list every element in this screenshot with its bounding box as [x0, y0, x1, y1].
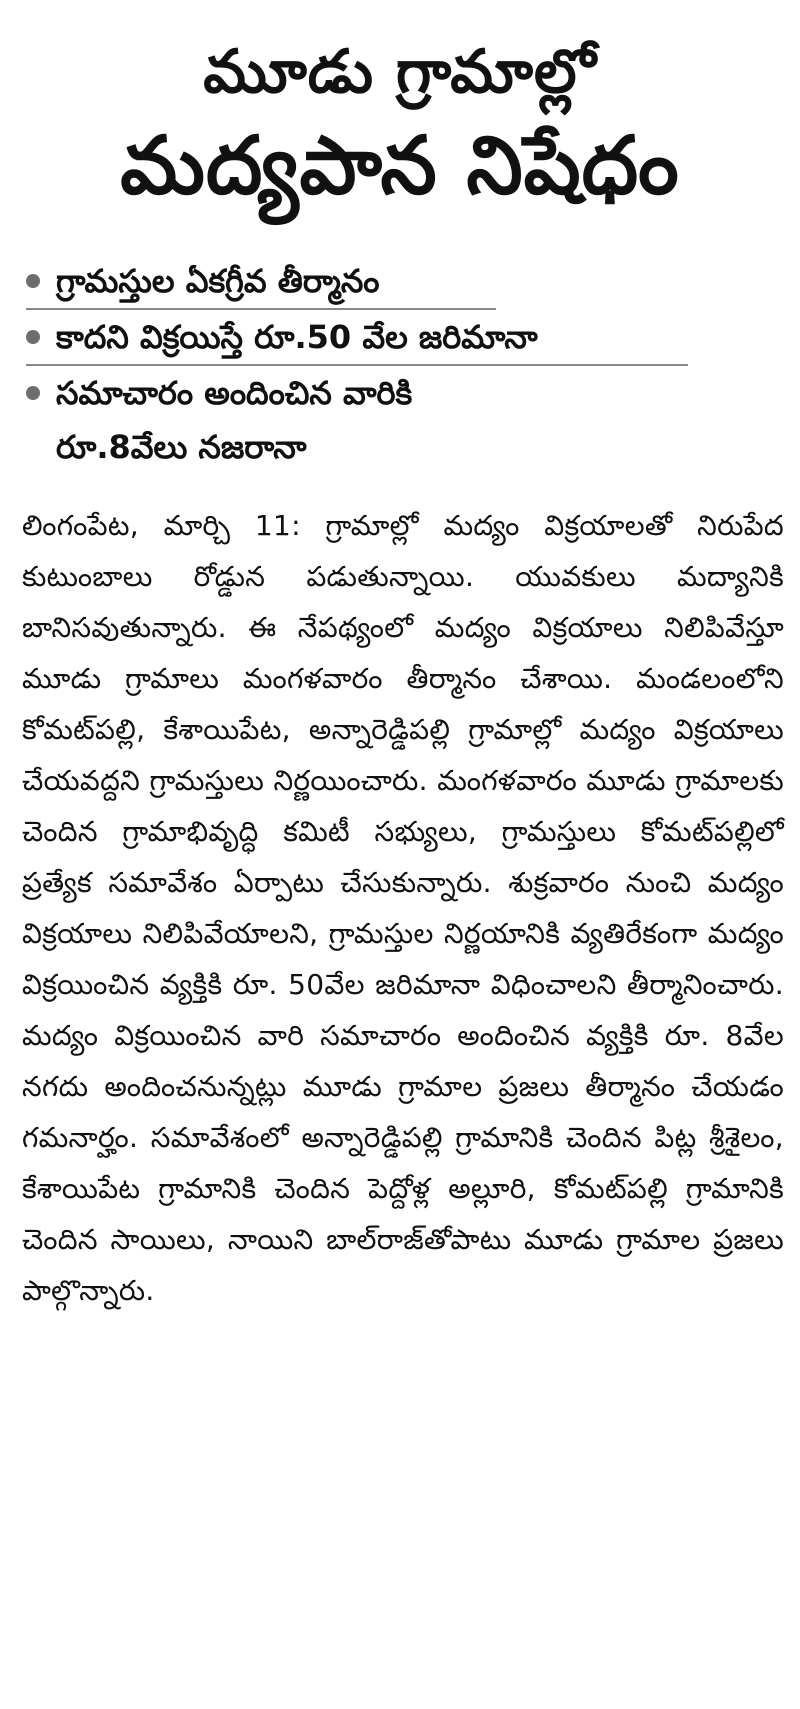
bullet-icon: [26, 274, 40, 288]
article-paragraph: లింగంపేట, మార్చి 11: గ్రామాల్లో మద్యం విక్రయాలతో నిరుపేద కుటుంబాలు రోడ్డున పడుతున్నాయి. యువకులు మద్యానికి బానిసవుతున్నారు. ఈ నేపథ్యంలో మద్యం విక్రయాలు నిలిపివేస్తూ మూడు గ్రామాలు మంగళవారం తీర్మానం చేశాయి. మండలంలోని కోమట్‌పల్లి, కేశాయిపేట, అన్నారెడ్డిపల్లి గ్రామాల్లో మద్యం విక్రయాలు చేయవద్దని గ్రామస్తులు నిర్ణయించారు. మంగళవారం మూడు గ్రామాలకు చెందిన గ్రామాభివృద్ధి కమిటీ సభ్యులు, గ్రామస్తులు కోమట్‌పల్లిలో ప్రత్యేక సమావేశం ఏర్పాటు చేసుకున్నారు. శుక్రవారం నుంచి మద్యం విక్రయాలు నిలిపివేయాలని, గ్రామస్తుల నిర్ణయానికి వ్యతిరేకంగా మద్యం విక్రయించిన వ్యక్తికి రూ. 50వేల జరిమానా విధించాలని తీర్మానించారు. మద్యం విక్రయించిన వారి సమాచారం అందించిన వ్యక్తికి రూ. 8వేల నగదు అందించనున్నట్లు మూడు గ్రామాల ప్రజలు తీర్మానం చేయడం గమనార్హం. సమావేశంలో అన్నారెడ్డిపల్లి గ్రామానికి చెందిన పిట్ల శ్రీశైలం, కేశాయిపేట గ్రామానికి చెందిన పెద్దోళ్ల అల్లూరి, కోమట్‌పల్లి గ్రామానికి చెందిన సాయిలు, నాయిని బాల్‌రాజ్‌తోపాటు మూడు గ్రామాల ప్రజలు పాల్గొన్నారు.: [22, 509, 784, 1307]
highlight-points: [0, 254, 800, 474]
point-item: [26, 254, 496, 310]
point-text: గ్రామస్తుల ఏకగ్రీవ తీర్మానం: [56, 262, 380, 300]
point-text: కాదని విక్రయిస్తే రూ.50 వేల జరిమానా: [56, 318, 538, 356]
point-item: [26, 366, 784, 474]
point-item: [26, 310, 688, 366]
headline-line-1: మూడు గ్రామాల్లో: [203, 37, 597, 107]
headline-line-2: మద్యపాన నిషేధం: [120, 119, 680, 212]
article-body: [0, 500, 800, 1316]
point-text: సమాచారం అందించిన వారికి రూ.8వేలు నజరానా: [56, 374, 413, 466]
bullet-icon: [26, 386, 40, 400]
bullet-icon: [26, 330, 40, 344]
